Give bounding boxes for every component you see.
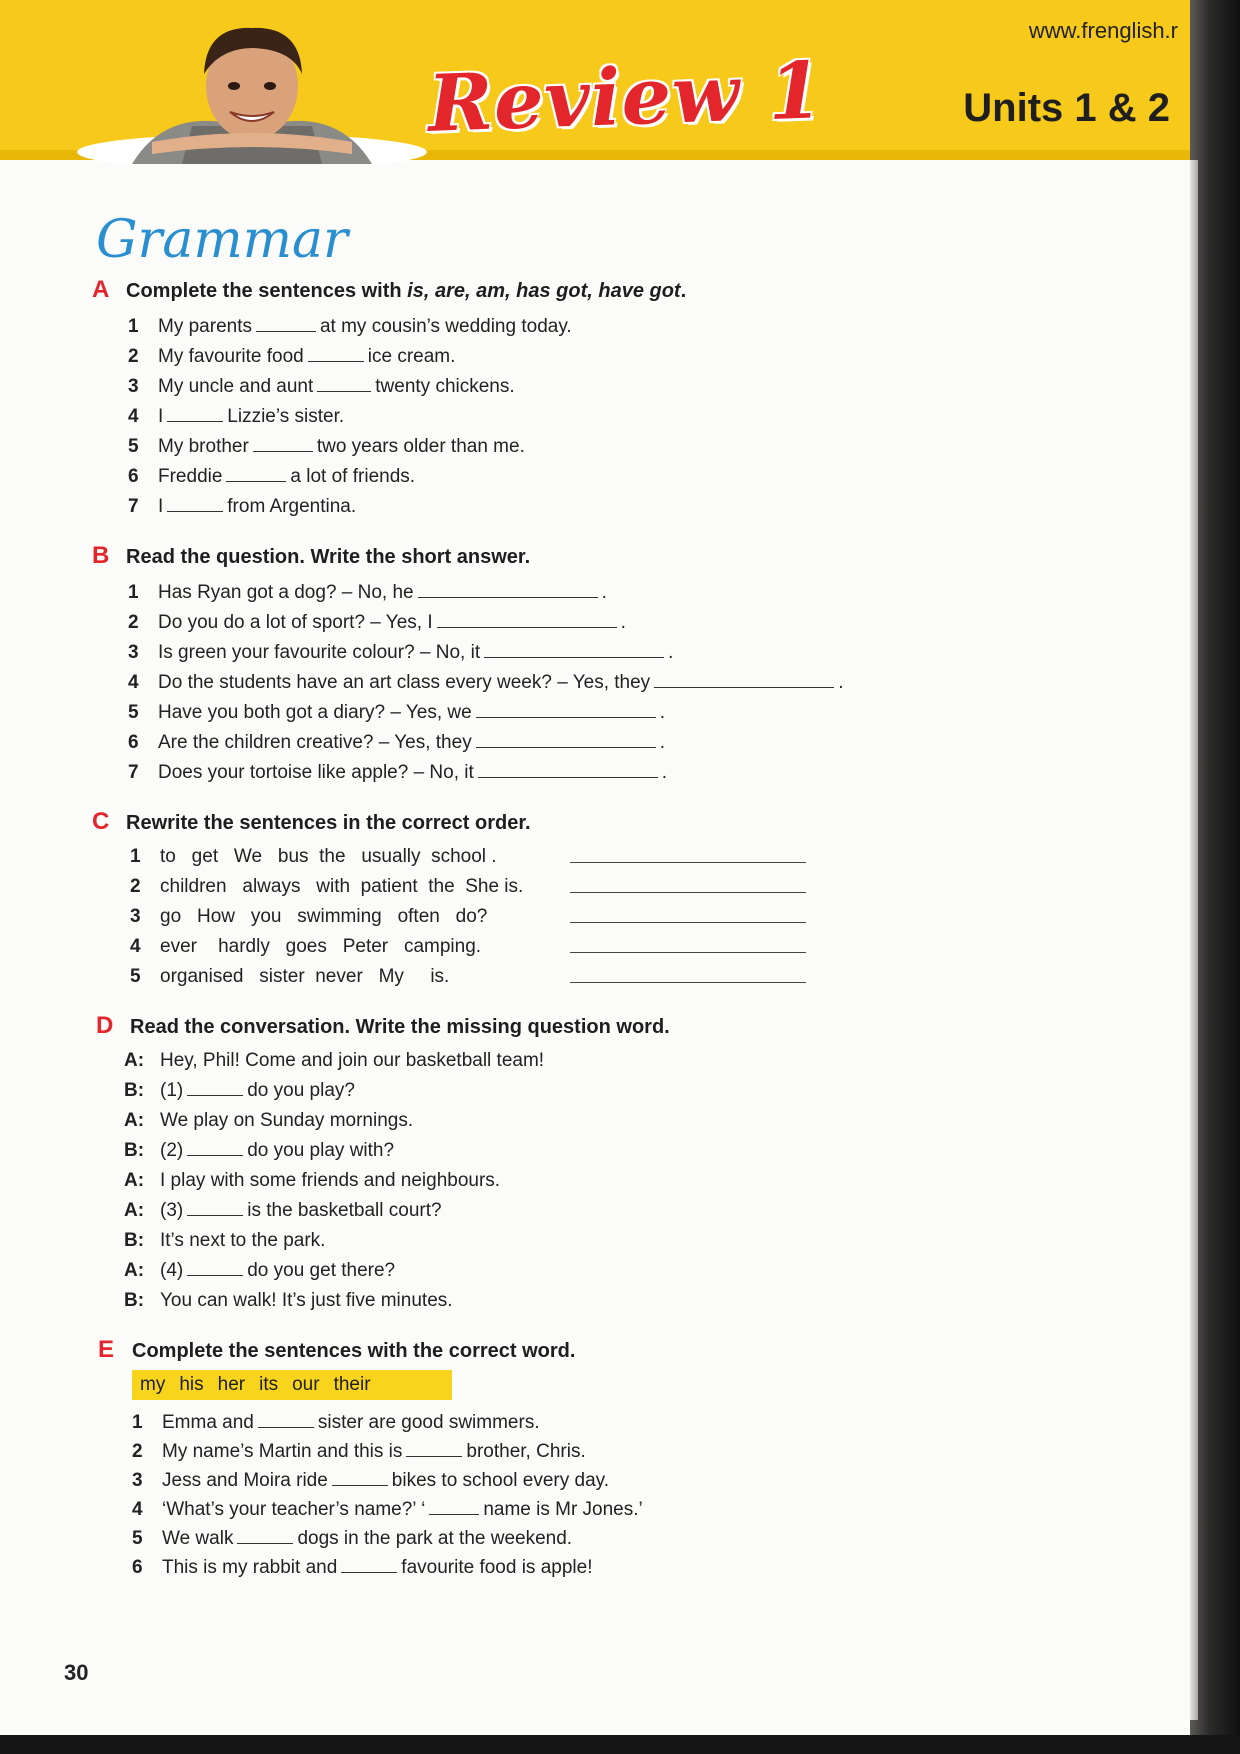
word-box-item: our: [292, 1374, 320, 1395]
section-letter: E: [98, 1336, 115, 1363]
answer-blank[interactable]: [406, 1442, 462, 1457]
item-number: 4: [130, 936, 141, 957]
item-number: 3: [128, 642, 139, 663]
page-edge: [1190, 160, 1198, 1720]
item-text-after: brother, Chris.: [466, 1441, 586, 1462]
speaker: A:: [124, 1110, 145, 1131]
d-line-1: [124, 1050, 544, 1072]
item-text-after: ice cream.: [367, 346, 456, 367]
line-text: Hey, Phil! Come and join our basketball team!: [160, 1050, 545, 1071]
a-item-7: [128, 496, 356, 518]
line-text: You can walk! It’s just five minutes.: [160, 1290, 453, 1311]
a-item-1: [128, 316, 572, 338]
item-text-after: dogs in the park at the weekend.: [297, 1528, 573, 1549]
answer-blank[interactable]: [237, 1529, 293, 1544]
answer-blank[interactable]: [187, 1261, 243, 1276]
c-item-5: [130, 966, 449, 988]
answer-blank[interactable]: [187, 1081, 243, 1096]
item-text-after: twenty chickens.: [375, 376, 515, 397]
speaker: B:: [124, 1080, 145, 1101]
item-text-before: My brother: [158, 436, 249, 457]
answer-line[interactable]: [570, 952, 806, 953]
item-number: 1: [132, 1412, 143, 1433]
line-number: (4): [160, 1260, 184, 1281]
answer-blank[interactable]: [418, 583, 598, 598]
section-a-end: .: [680, 280, 687, 302]
b-item-2: [128, 612, 626, 634]
section-e-heading: [98, 1336, 575, 1364]
line-text: do you play with?: [247, 1140, 395, 1161]
section-a-words: is, are, am, has got, have got: [407, 280, 681, 302]
item-text-before: Jess and Moira ride: [162, 1470, 328, 1491]
item-end: .: [659, 702, 665, 723]
b-item-3: [128, 642, 673, 664]
grammar-heading: Grammar: [96, 210, 348, 270]
item-text-after: two years older than me.: [316, 436, 525, 457]
e-item-3: [132, 1470, 609, 1492]
answer-line[interactable]: [570, 922, 806, 923]
section-c-instruction: Rewrite the sentences in the correct order.: [126, 812, 531, 834]
item-number: 5: [128, 702, 139, 723]
speaker: B:: [124, 1140, 145, 1161]
item-text: children always with patient the She is.: [160, 876, 524, 897]
speaker: B:: [124, 1230, 145, 1251]
section-letter: A: [92, 276, 110, 303]
line-text: do you get there?: [247, 1260, 396, 1281]
d-line-9: [124, 1290, 453, 1312]
page-number: 30: [64, 1660, 89, 1685]
answer-blank[interactable]: [256, 317, 316, 332]
b-item-4: [128, 672, 843, 694]
line-number: (3): [160, 1200, 184, 1221]
item-text-after: sister are good swimmers.: [317, 1412, 540, 1433]
d-line-7: [124, 1230, 325, 1252]
item-end: .: [668, 642, 674, 663]
item-text-before: I: [158, 406, 164, 427]
item-text: Does your tortoise like apple? – No, it: [158, 762, 474, 783]
item-text-before: We walk: [162, 1528, 234, 1549]
answer-line[interactable]: [570, 892, 806, 893]
word-box-item: its: [259, 1374, 279, 1395]
section-d-instruction: Read the conversation. Write the missing question word.: [130, 1016, 670, 1038]
line-number: (1): [160, 1080, 184, 1101]
item-text: Has Ryan got a dog? – No, he: [158, 582, 414, 603]
answer-blank[interactable]: [476, 733, 656, 748]
item-number: 2: [130, 876, 141, 897]
item-end: .: [838, 672, 844, 693]
item-number: 4: [128, 406, 139, 427]
answer-blank[interactable]: [476, 703, 656, 718]
section-a-heading: [92, 276, 686, 304]
item-text-before: Emma and: [162, 1412, 254, 1433]
section-letter: B: [92, 542, 110, 569]
item-text: Do you do a lot of sport? – Yes, I: [158, 612, 433, 633]
item-text-after: Lizzie’s sister.: [227, 406, 345, 427]
answer-blank[interactable]: [478, 763, 658, 778]
item-number: 1: [130, 846, 141, 867]
d-line-5: [124, 1170, 500, 1192]
item-number: 1: [128, 582, 139, 603]
b-item-5: [128, 702, 665, 724]
answer-blank[interactable]: [258, 1413, 314, 1428]
answer-blank[interactable]: [187, 1141, 243, 1156]
line-text: do you play?: [247, 1080, 355, 1101]
e-item-4: [132, 1499, 643, 1521]
speaker: A:: [124, 1050, 145, 1071]
speaker: B:: [124, 1290, 145, 1311]
item-text-before: My uncle and aunt: [158, 376, 314, 397]
item-text-before: ‘What’s your teacher’s name?’ ‘: [162, 1499, 426, 1520]
item-number: 2: [128, 612, 139, 633]
review-title: Review 1: [426, 45, 826, 150]
item-text-after: bikes to school every day.: [391, 1470, 609, 1491]
answer-line[interactable]: [570, 982, 806, 983]
line-text: It’s next to the park.: [160, 1230, 326, 1251]
item-number: 5: [132, 1528, 143, 1549]
section-c-heading: [92, 808, 531, 836]
b-item-6: [128, 732, 665, 754]
answer-blank[interactable]: [332, 1471, 388, 1486]
e-item-5: [132, 1528, 572, 1550]
a-item-4: [128, 406, 344, 428]
item-number: 5: [128, 436, 139, 457]
item-number: 7: [128, 762, 139, 783]
item-end: .: [661, 762, 668, 783]
boy-illustration: [72, 14, 432, 164]
item-text-after: name is Mr Jones.’: [483, 1499, 643, 1520]
item-text: Do the students have an art class every week? – Yes, they: [158, 672, 651, 693]
item-text: Are the children creative? – Yes, they: [158, 732, 472, 753]
a-item-2: [128, 346, 455, 368]
line-number: (2): [160, 1140, 184, 1161]
item-number: 2: [128, 346, 139, 367]
answer-blank[interactable]: [317, 377, 371, 392]
answer-blank[interactable]: [484, 643, 664, 658]
item-text-before: I: [158, 496, 164, 517]
item-text: go How you swimming often do?: [160, 906, 488, 927]
answer-blank[interactable]: [187, 1201, 243, 1216]
item-text-before: My favourite food: [158, 346, 304, 367]
item-text-before: My name’s Martin and this is: [162, 1441, 403, 1462]
item-text-after: at my cousin’s wedding today.: [319, 316, 572, 337]
item-number: 4: [128, 672, 139, 693]
item-number: 6: [132, 1557, 143, 1578]
word-box-item: their: [333, 1374, 371, 1395]
speaker: A:: [124, 1260, 145, 1281]
e-item-6: [132, 1557, 592, 1579]
answer-blank[interactable]: [654, 673, 834, 688]
header-banner: [0, 0, 1190, 160]
item-text: to get We bus the usually school .: [160, 846, 497, 867]
c-item-3: [130, 906, 487, 928]
c-item-2: [130, 876, 523, 898]
item-number: 3: [128, 376, 139, 397]
word-box-item: his: [179, 1374, 204, 1395]
speaker: A:: [124, 1200, 145, 1221]
section-b-instruction: Read the question. Write the short answer.: [126, 546, 531, 568]
d-line-3: [124, 1110, 413, 1132]
line-text: I play with some friends and neighbours.: [160, 1170, 501, 1191]
answer-blank[interactable]: [167, 407, 223, 422]
answer-blank[interactable]: [437, 613, 617, 628]
b-item-7: [128, 762, 667, 784]
d-line-6: [124, 1200, 442, 1222]
item-number: 5: [130, 966, 141, 987]
item-number: 1: [128, 316, 139, 337]
item-number: 6: [128, 466, 139, 487]
a-item-5: [128, 436, 525, 458]
word-box-item: my: [140, 1374, 166, 1395]
line-text: We play on Sunday mornings.: [160, 1110, 414, 1131]
e-item-1: [132, 1412, 540, 1434]
word-box: [132, 1370, 452, 1400]
item-end: .: [601, 582, 607, 603]
a-item-3: [128, 376, 515, 398]
item-number: 3: [132, 1470, 143, 1491]
section-d-heading: [96, 1012, 670, 1040]
d-line-8: [124, 1260, 395, 1282]
section-letter: C: [92, 808, 110, 835]
item-text: ever hardly goes Peter camping.: [160, 936, 482, 957]
c-item-4: [130, 936, 481, 958]
item-text: Is green your favourite colour? – No, it: [158, 642, 481, 663]
section-b-heading: [92, 542, 530, 570]
answer-blank[interactable]: [308, 347, 364, 362]
item-text-before: My parents: [158, 316, 252, 337]
item-end: .: [620, 612, 626, 633]
answer-line[interactable]: [570, 862, 806, 863]
d-line-4: [124, 1140, 394, 1162]
item-text-before: This is my rabbit and: [162, 1557, 338, 1578]
website-url: www.frenglish.r: [1028, 18, 1178, 43]
section-e-instruction: Complete the sentences with the correct word.: [132, 1340, 576, 1362]
item-text-after: a lot of friends.: [290, 466, 416, 487]
book-spine: [1190, 0, 1240, 1754]
b-item-1: [128, 582, 607, 604]
item-number: 3: [130, 906, 141, 927]
item-text: organised sister never My is.: [160, 966, 450, 987]
section-a-instruction: Complete the sentences with: [126, 280, 408, 302]
e-item-2: [132, 1441, 586, 1463]
a-item-6: [128, 466, 415, 488]
item-number: 7: [128, 496, 139, 517]
d-line-2: [124, 1080, 355, 1102]
word-box-item: her: [217, 1374, 246, 1395]
answer-blank[interactable]: [429, 1500, 479, 1515]
scan-border: [0, 1735, 1240, 1754]
item-number: 4: [132, 1499, 143, 1520]
answer-blank[interactable]: [226, 467, 286, 482]
speaker: A:: [124, 1170, 145, 1191]
c-item-1: [130, 846, 497, 868]
item-number: 6: [128, 732, 139, 753]
item-text-after: favourite food is apple!: [401, 1557, 593, 1578]
section-letter: D: [96, 1012, 114, 1039]
answer-blank[interactable]: [341, 1558, 397, 1573]
item-text-after: from Argentina.: [227, 496, 357, 517]
answer-blank[interactable]: [253, 437, 313, 452]
item-text-before: Freddie: [158, 466, 223, 487]
item-number: 2: [132, 1441, 143, 1462]
units-label: Units 1 & 2: [963, 86, 1170, 130]
item-text: Have you both got a diary? – Yes, we: [158, 702, 472, 723]
item-end: .: [659, 732, 665, 753]
line-text: is the basketball court?: [247, 1200, 442, 1221]
answer-blank[interactable]: [167, 497, 223, 512]
